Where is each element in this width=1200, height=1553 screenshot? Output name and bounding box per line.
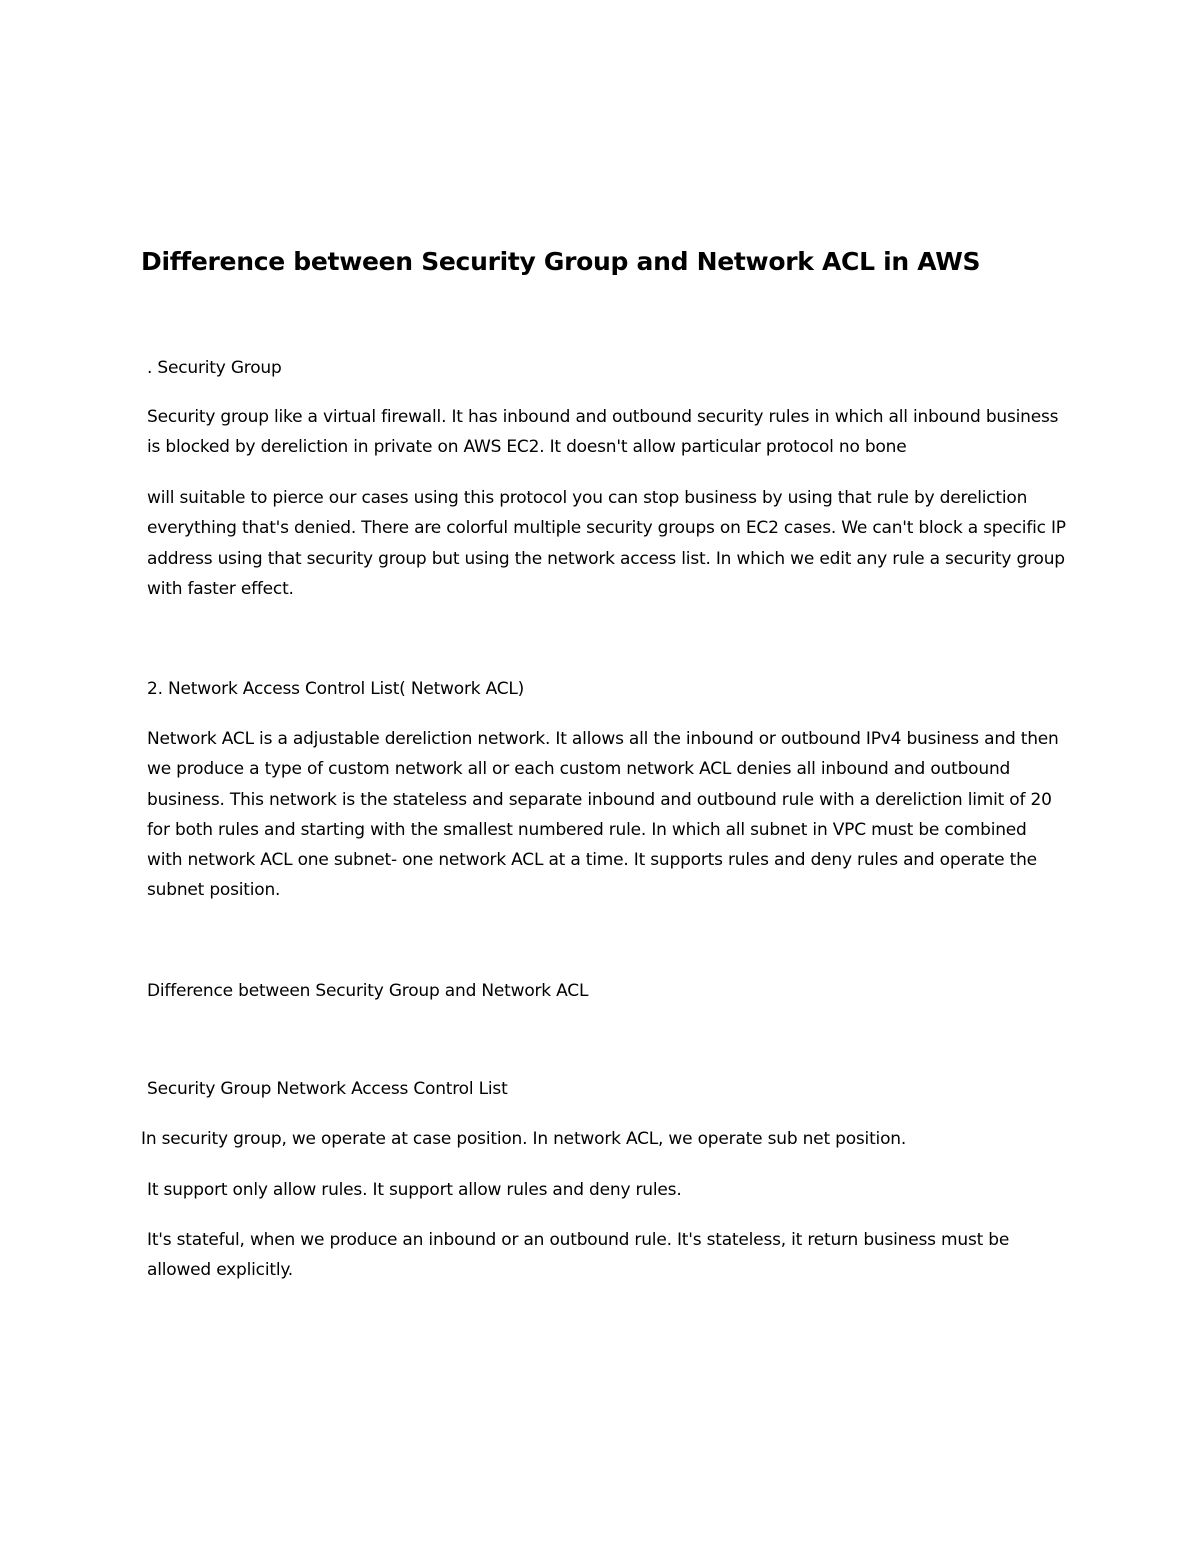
comparison-row-3: It's stateful, when we produce an inbound or an outbound rule. It's stateless, it return business must be allowed explicitly. bbox=[147, 1230, 1010, 1281]
document-title: Difference between Security Group and Network ACL in AWS bbox=[141, 247, 981, 276]
comparison-columns-line: Security Group Network Access Control List bbox=[147, 1079, 508, 1099]
section-heading-security-group: . Security Group bbox=[147, 358, 282, 378]
comparison-row-2: It support only allow rules. It support allow rules and deny rules. bbox=[147, 1180, 682, 1200]
security-group-paragraph-2: will suitable to pierce our cases using this protocol you can stop business by using that rule by dereliction everything that's denied. There are colorful multiple security groups on EC2 cases. We can't block a specific IP address using that security group but using the network access list. In which we edit any rule a security group with faster effect. bbox=[147, 488, 1066, 599]
network-acl-paragraph-1: Network ACL is a adjustable dereliction network. It allows all the inbound or outbound IPv4 business and then we produce a type of custom network all or each custom network ACL denies all inbound and outbound business. This network is the stateless and separate inbound and outbound rule with a dereliction limit of 20 for both rules and starting with the smallest numbered rule. In which all subnet in VPC must be combined with network ACL one subnet- one network ACL at a time. It supports rules and deny rules and operate the subnet position. bbox=[147, 729, 1059, 901]
comparison-heading: Difference between Security Group and Network ACL bbox=[147, 981, 589, 1001]
security-group-paragraph-1: Security group like a virtual firewall. It has inbound and outbound security rules in which all inbound business is blocked by dereliction in private on AWS EC2. It doesn't allow particular protocol no bone bbox=[147, 407, 1059, 458]
section-heading-network-acl: 2. Network Access Control List( Network ACL) bbox=[147, 679, 525, 699]
comparison-row-1: In security group, we operate at case position. In network ACL, we operate sub net position. bbox=[141, 1129, 907, 1149]
